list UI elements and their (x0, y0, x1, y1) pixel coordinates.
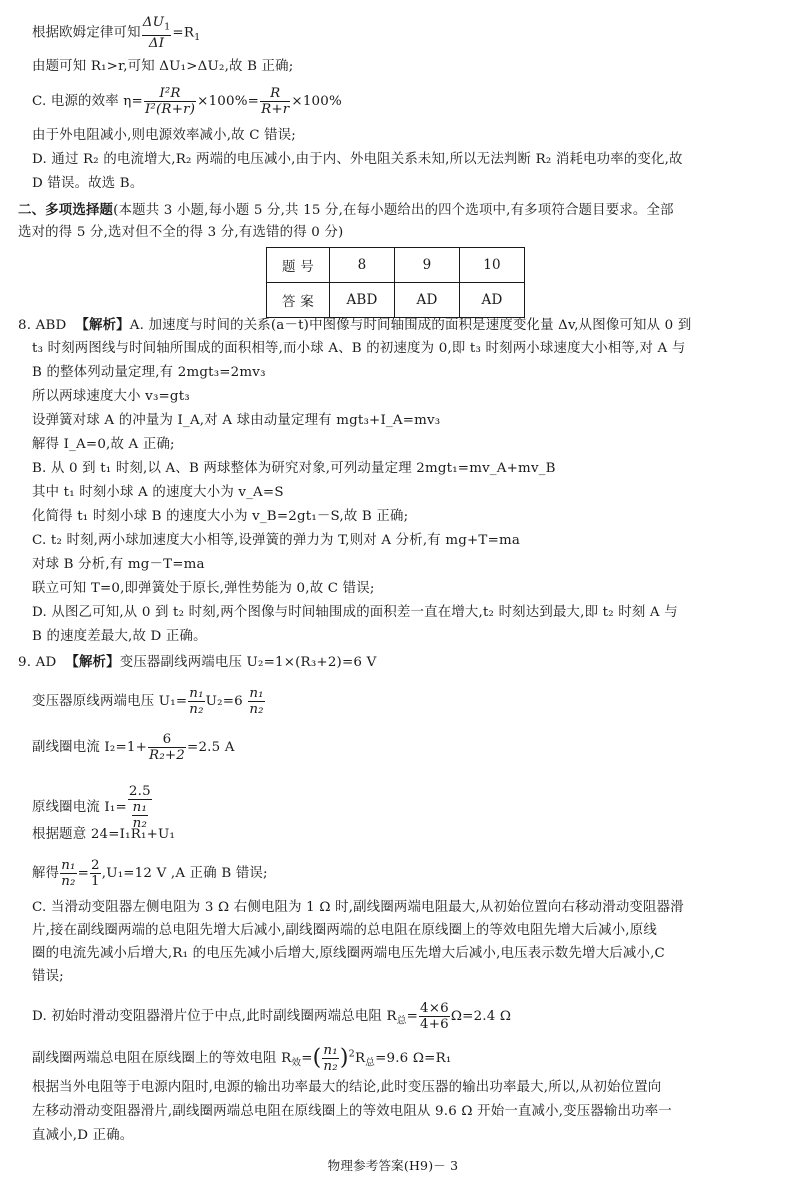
table-cell: AD (460, 283, 525, 318)
text-line: D. 通过 R₂ 的电流增大,R₂ 两端的电压减小,由于内、外电阻关系未知,所以无法判断 R₂ 消耗电功率的变化,故 (32, 152, 683, 167)
fraction (260, 86, 290, 117)
text-line: 左移动滑动变阻器滑片,副线圈两端总电阻在原线圈上的等效电阻从 9.6 Ω 开始一直减小,变压器输出功率一 (32, 1104, 672, 1119)
q9-line-12: 副线圈两端总电阻在原线圈上的等效电阻 $R_效=$( $\frac{\text{n₁}}{\text{n₂}}$ )$^2R_总=9.6$ Ω=R₁ (32, 1043, 452, 1074)
text-line: 直减小,D 正确。 (32, 1128, 134, 1143)
text-line: 根据题意 24=I₁R₁+U₁ (32, 827, 176, 842)
fraction (419, 1001, 450, 1032)
text-line: 对球 B 分析,有 mg－T=ma (32, 557, 205, 572)
sub: 效 (291, 1057, 302, 1069)
denominator: I²(R+r) (144, 102, 196, 117)
text-line: 化简得 t₁ 时刻小球 B 的速度大小为 v_B=2gt₁－S,故 B 正确; (32, 509, 409, 524)
table-row (267, 283, 525, 318)
table-cell: 答 案 (267, 283, 330, 318)
text: Ω=2.4 Ω (450, 1009, 512, 1024)
numerator: n₁ (132, 800, 148, 815)
numerator: I²R (144, 86, 196, 102)
denominator: n₂ (189, 702, 204, 717)
text-line: 片,接在副线圈两端的总电阻先增大后减小,副线圈两端的总电阻在原线圈上的等效电阻先增大后减小,原线 (32, 923, 657, 938)
numerator: 2 (91, 858, 100, 873)
section-desc: (本题共 3 小题,每小题 5 分,共 15 分,在每小题给出的四个选项中,有多项符合题目要求。全部 (113, 203, 674, 218)
text: 变压器原线两端电压 U₁= (32, 694, 188, 709)
section-desc-2: 选对的得 5 分,选对但不全的得 3 分,有选错的得 0 分) (18, 225, 344, 240)
denominator: 1 (91, 874, 100, 889)
text-line: 由于外电阻减小,则电源效率减小,故 C 错误; (32, 128, 297, 143)
text: A. 加速度与时间的关系(a－t)中图像与时间轴围成的面积是速度变化量 Δv,从图像可知从 0 到 (129, 318, 692, 333)
text: 副线圈电流 I₂=1+ (32, 740, 148, 755)
text: U₂=6 (205, 694, 243, 709)
fraction (148, 732, 186, 763)
text: ×100% (291, 94, 342, 109)
fraction (144, 86, 196, 117)
efficiency-line (32, 86, 342, 117)
denominator: R₂+2 (149, 748, 186, 763)
text-line: B 的整体列动量定理,有 2mgt₃=2mv₃ (32, 365, 266, 380)
text-line: 错误; (32, 969, 64, 984)
denominator: n₂ (132, 816, 148, 831)
q9-line-3 (32, 732, 235, 763)
sub: 总 (365, 1057, 376, 1069)
text-line: D. 从图乙可知,从 0 到 t₂ 时刻,两个图像与时间轴围成的面积差一直在增大,t₂ 时刻达到最大,即 t₂ 时刻 A 与 (32, 605, 678, 620)
table-row (267, 248, 525, 283)
question-number: 9. AD (18, 655, 57, 670)
sub: 总 (396, 1015, 407, 1027)
text: 原线圈电流 I₁= (32, 800, 127, 815)
q9-line-4 (32, 784, 153, 831)
table-cell: AD (395, 283, 460, 318)
text: R (354, 1051, 366, 1066)
sub: 1 (194, 32, 201, 44)
text: =R (172, 25, 195, 41)
fraction (248, 686, 264, 717)
numerator: 4×6 (420, 1001, 449, 1016)
text-line: 由题可知 R₁>r,可知 ΔU₁>ΔU₂,故 B 正确; (32, 59, 294, 74)
denominator: R+r (261, 102, 290, 117)
text-line: 根据当外电阻等于电源内阻时,电源的输出功率最大的结论,此时变压器的输出功率最大,所以,从初始位置向 (32, 1080, 662, 1095)
fraction (60, 858, 76, 889)
text-line: t₃ 时刻两图线与时间轴所围成的面积相等,而小球 A、B 的初速度为 0,即 t₃ 时刻两小球速度大小相等,对 A 与 (32, 341, 686, 356)
text: 副线圈两端总电阻在原线圈上的等效电阻 R (32, 1051, 292, 1066)
denominator: ΔI (148, 35, 165, 51)
fraction (90, 858, 101, 889)
text-line: 圈的电流先减小后增大,R₁ 的电压先减小后增大,原线圈两端电压先增大后减小,电压表示数先增大后减小,C (32, 946, 665, 961)
numerator: n₁ (323, 1043, 338, 1058)
q9-line-6: 解得 $\frac{\text{n₁}}{\text{n₂}}$ = $\frac{2}{1}$ ,U₁=12 V ,A 正确 B 错误; (32, 858, 268, 889)
text-line: C. 当滑动变阻器左侧电阻为 3 Ω 右侧电阻为 1 Ω 时,副线圈两端电阻最大,从初始位置向右移动滑动变阻器滑 (32, 900, 684, 915)
text: 解得 (32, 866, 60, 881)
numerator: ΔU (142, 15, 165, 30)
q9-line-1 (18, 653, 376, 672)
fraction (142, 15, 172, 51)
denominator: n₂ (61, 874, 76, 889)
text: ,U₁=12 V ,A 正确 B 错误; (101, 866, 268, 881)
sub: 1 (164, 21, 171, 33)
table-cell: 9 (395, 248, 460, 283)
answer-table (266, 247, 525, 318)
denominator: n₂ (323, 1059, 338, 1074)
text-line: B. 从 0 到 t₁ 时刻,以 A、B 两球整体为研究对象,可列动量定理 2mgt₁=mv_A+mv_B (32, 461, 556, 476)
text-line: 其中 t₁ 时刻小球 A 的速度大小为 v_A=S (32, 485, 284, 500)
numerator: R (260, 86, 290, 102)
text-line: 所以两球速度大小 v₃=gt₃ (32, 389, 190, 404)
table-cell: 8 (330, 248, 395, 283)
text-line: 联立可知 T=0,即弹簧处于原长,弹性势能为 0,故 C 错误; (32, 581, 375, 596)
text: =9.6 Ω=R₁ (375, 1051, 452, 1066)
numerator: n₁ (249, 686, 264, 701)
numerator: 2.5 (128, 784, 151, 799)
numerator: 6 (148, 732, 186, 748)
text-line: C. t₂ 时刻,两小球加速度大小相等,设弹簧的弹力为 T,则对 A 分析,有 mg+T=ma (32, 533, 521, 548)
text: =2.5 A (187, 740, 235, 755)
fraction (128, 784, 152, 831)
numerator: n₁ (61, 858, 76, 873)
question-number: 8. ABD (18, 318, 67, 333)
section-2-heading (18, 201, 674, 220)
page-footer: 物理参考答案(H9)－ 3 (327, 1158, 459, 1173)
text: 根据欧姆定律可知 (32, 25, 141, 41)
text: D. 初始时滑动变阻器滑片位于中点,此时副线圈两端总电阻 R (32, 1009, 397, 1024)
fraction (188, 686, 204, 717)
table-cell: 题 号 (267, 248, 330, 283)
ohm-law-line (32, 15, 200, 51)
text: C. 电源的效率 η= (32, 94, 143, 109)
text: ×100%= (197, 94, 260, 109)
analysis-tag: 【解析】 (75, 317, 130, 333)
q9-line-11: D. 初始时滑动变阻器滑片位于中点,此时副线圈两端总电阻 $R_总=$ $\frac{4\times 6}{4+6}$ Ω=2.4 Ω (32, 1001, 512, 1032)
text-line: B 的速度差最大,故 D 正确。 (32, 629, 207, 644)
table-cell: 10 (460, 248, 525, 283)
table-cell: ABD (330, 283, 395, 318)
text-line: D 错误。故选 B。 (32, 176, 144, 191)
section-title: 二、多项选择题 (18, 202, 114, 218)
fraction (322, 1043, 338, 1074)
q9-line-2 (32, 686, 266, 717)
q8-line-1 (18, 316, 691, 335)
text-line: 设弹簧对球 A 的冲量为 I_A,对 A 球由动量定理有 mgt₃+I_A=mv₃ (32, 413, 441, 428)
text: 变压器副线两端电压 U₂=1×(R₃+2)=6 V (119, 655, 377, 670)
analysis-tag: 【解析】 (65, 654, 120, 670)
denominator: 4+6 (420, 1017, 449, 1032)
denominator: n₂ (249, 702, 264, 717)
numerator: n₁ (189, 686, 204, 701)
text-line: 解得 I_A=0,故 A 正确; (32, 437, 175, 452)
